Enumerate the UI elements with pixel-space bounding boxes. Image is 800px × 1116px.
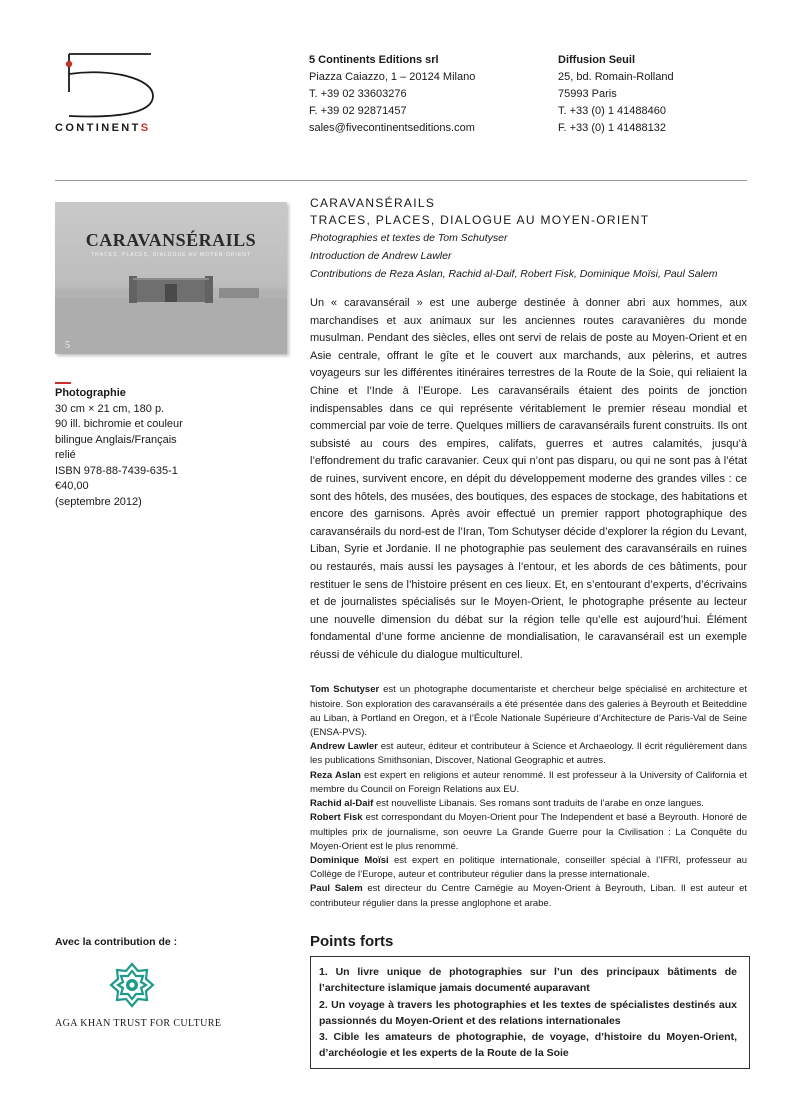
spec-line: bilingue Anglais/Français <box>55 433 177 446</box>
book-specs <box>55 386 255 510</box>
bio-text: est expert en politique internationale, conseiller spécial à l’IFRI, professeur au Collège de l’Europe, auteur et contributeur régulier dans la presse internationale. <box>310 854 748 881</box>
points-box <box>310 956 750 1069</box>
bio-name: Robert Fisk <box>310 812 363 824</box>
contact-line: 25, bd. Romain-Rolland <box>558 71 674 83</box>
book-title: CARAVANSÉRAILS <box>310 196 436 210</box>
bio-name: Reza Aslan <box>310 769 361 781</box>
spec-line: ISBN 978-88-7439-635-1 <box>55 464 178 477</box>
spec-line: relié <box>55 449 76 461</box>
point-item: 2. Un voyage à travers les photographies et les textes de spécialistes destinés aux passionnés du Moyen-Orient et des relations internationales <box>319 998 737 1027</box>
bio-name: Tom Schutyser <box>310 684 380 696</box>
credit-photos: Photographies et textes de Tom Schutyser <box>310 232 508 244</box>
bio-entry <box>310 882 747 910</box>
bio-entry <box>310 683 747 740</box>
credit-contributions: Contributions de Reza Aslan, Rachid al-Daif, Robert Fisk, Dominique Moïsi, Paul Salem <box>310 268 718 280</box>
contact-milano <box>309 52 529 137</box>
bio-text: est un photographe documentariste et chercheur belge spécialisé en architecture et histoire. Son exploration des caravansérails a été présentée dans des galeries à Beyrouth et Beiteddine au Liban, à Portland en Oregon, et à l’École Nationale Supérieure d’Architecture de Paris-Val de Seine (ENSA-PVS). <box>310 684 747 739</box>
bio-text: est nouvelliste Libanais. Ses romans sont traduits de l’arabe en onze langues. <box>373 798 704 810</box>
header-divider <box>55 180 747 181</box>
aga-khan-name: AGA KHAN TRUST FOR CULTURE <box>55 1018 222 1029</box>
cover-title: CARAVANSÉRAILS <box>85 230 257 250</box>
contact-milano-title: 5 Continents Editions srl <box>309 54 439 66</box>
contact-line: Piazza Caiazzo, 1 – 20124 Milano <box>309 71 476 83</box>
contact-line: T. +39 02 33603276 <box>309 88 407 100</box>
cover-publisher-mark: 5 <box>65 340 70 351</box>
contact-paris-title: Diffusion Seuil <box>558 54 635 66</box>
bio-name: Rachid al-Daif <box>310 798 374 810</box>
bio-entry <box>310 740 747 768</box>
points-title: Points forts <box>310 933 394 950</box>
book-cover-image <box>55 202 287 354</box>
bio-text: est auteur, éditeur et contributeur à Science et Archaeology. Il écrit régulièrement dans les publications Smithsonian, Discover, National Geographic et autres. <box>310 741 747 767</box>
bio-text: est directeur du Centre Carnégie au Moyen-Orient à Beyrouth, Liban. Il est auteur et contributeur régulier dans la presse anglophone et arabe. <box>310 883 747 909</box>
five-logo-icon <box>55 52 170 120</box>
publisher-logo <box>55 52 170 142</box>
bio-text: est expert en religions et auteur renommé. Il est professeur à la University of California et membre du Council on Foreign Relations aux EU. <box>310 769 747 795</box>
contribution-label: Avec la contribution de : <box>55 936 178 948</box>
contact-line: F. +39 02 92871457 <box>309 105 407 117</box>
bio-text: est correspondant du Moyen-Orient pour The Independent et basé a Beyrouth. Honoré de multiples prix de journalisme, son oeuvre La Grande Guerre pour la Civilisation : La Conquête du Moyen-Orient est le plus renommé. <box>310 812 747 852</box>
bio-entry <box>310 854 747 882</box>
spec-line: €40,00 <box>55 480 89 492</box>
contact-line: F. +33 (0) 1 41488132 <box>558 122 666 134</box>
aga-khan-logo <box>109 962 155 1008</box>
point-item: 1. Un livre unique de photographies sur l’un des principaux bâtiments de l’architecture islamique jamais documenté auparavant <box>319 966 737 995</box>
bio-name: Dominique Moïsi <box>310 854 389 866</box>
spec-line: (septembre 2012) <box>55 495 142 508</box>
contact-paris <box>558 52 758 137</box>
author-bios <box>310 683 747 910</box>
contact-line: T. +33 (0) 1 41488460 <box>558 105 666 117</box>
spec-line: 90 ill. bichromie et couleur <box>55 418 183 430</box>
contact-line: 75993 Paris <box>558 88 617 100</box>
cover-subtitle: TRACES, PLACES, DIALOGUE AU MOYEN-ORIENT <box>91 252 251 258</box>
spec-line: 30 cm × 21 cm, 180 p. <box>55 402 165 415</box>
book-subtitle: TRACES, PLACES, DIALOGUE AU MOYEN-ORIENT <box>310 213 650 227</box>
bio-name: Paul Salem <box>310 883 363 895</box>
specs-accent-mark <box>55 382 71 384</box>
publisher-brand: CONTINENTS <box>55 122 151 134</box>
bio-entry <box>310 769 747 797</box>
contact-email[interactable]: sales@fivecontinentseditions.com <box>309 122 475 134</box>
specs-category: Photographie <box>55 387 126 399</box>
bio-entry <box>310 811 747 854</box>
caravanserai-photo-icon <box>55 202 287 354</box>
bio-entry <box>310 797 747 811</box>
aga-khan-star-icon <box>109 962 155 1008</box>
bio-name: Andrew Lawler <box>310 741 378 753</box>
book-main-column <box>310 194 747 911</box>
point-item: 3. Cible les amateurs de photographie, de voyage, d’histoire du Moyen-Orient, d’archéologie et les experts de la Route de la Soie <box>319 1031 737 1060</box>
credit-introduction: Introduction de Andrew Lawler <box>310 250 452 262</box>
book-description: Un « caravansérail » est une auberge destinée à donner abri aux hommes, aux marchandises et aux animaux sur les anciennes routes caravanières du monde musulman. Pendant des siècles, elles ont servi de relais de poste au Moyen-Orient et en Asie centrale, offrant le gîte et le couvert aux marchands, aux pèlerins, et autres voyageurs sur les différentes itinéraires terrestres de la Route de la Soie, qui reliaient la Chine et l’Inde à l’Europe. Les caravansérails étaient des points de jonction indispensables dans ce qui représente véritablement le premier réseau mondial et commercial par voie de terre. Quelques milliers de caravansérails furent construits. Ils ont subsisté au cours des empires, califats, guerres et autres calamités, jusqu’à l’effondrement du trafic caravanier. Ceux qui n’ont pas disparu, ou qui ne sont pas à l’état de ruines, survivent encore, en dépit du développement moderne des grandes villes : ce sont des hôtels, des musées, des boutiques, des espaces de stockage, des habitations et encore des garnisons. Après avoir effectué un premier rapport photographique des caravansérails du nord-est de l’Iran, Tom Schutyser décide d’explorer la région du Levant, Liban, Syrie et Jordanie. Il ne photographie pas seulement des caravansérails en ruines ou restaurés, mais aussi les paysages à l’entour, et les abords de ces bâtiments, pour restituer le sens de l’histoire présent en ces lieux. Et, en s’entourant d’experts, d’écrivains et de journalistes spécialisés sur le Moyen-Orient, le photographe présente au lecteur une nouvelle dimension du débat sur la région telle qu’elle est aujourd’hui. Élément fondamental d’une forme ancienne de mondialisation, le caravansérail est un exemple réussi de véhicule du dialogue multiculturel. <box>310 297 747 661</box>
